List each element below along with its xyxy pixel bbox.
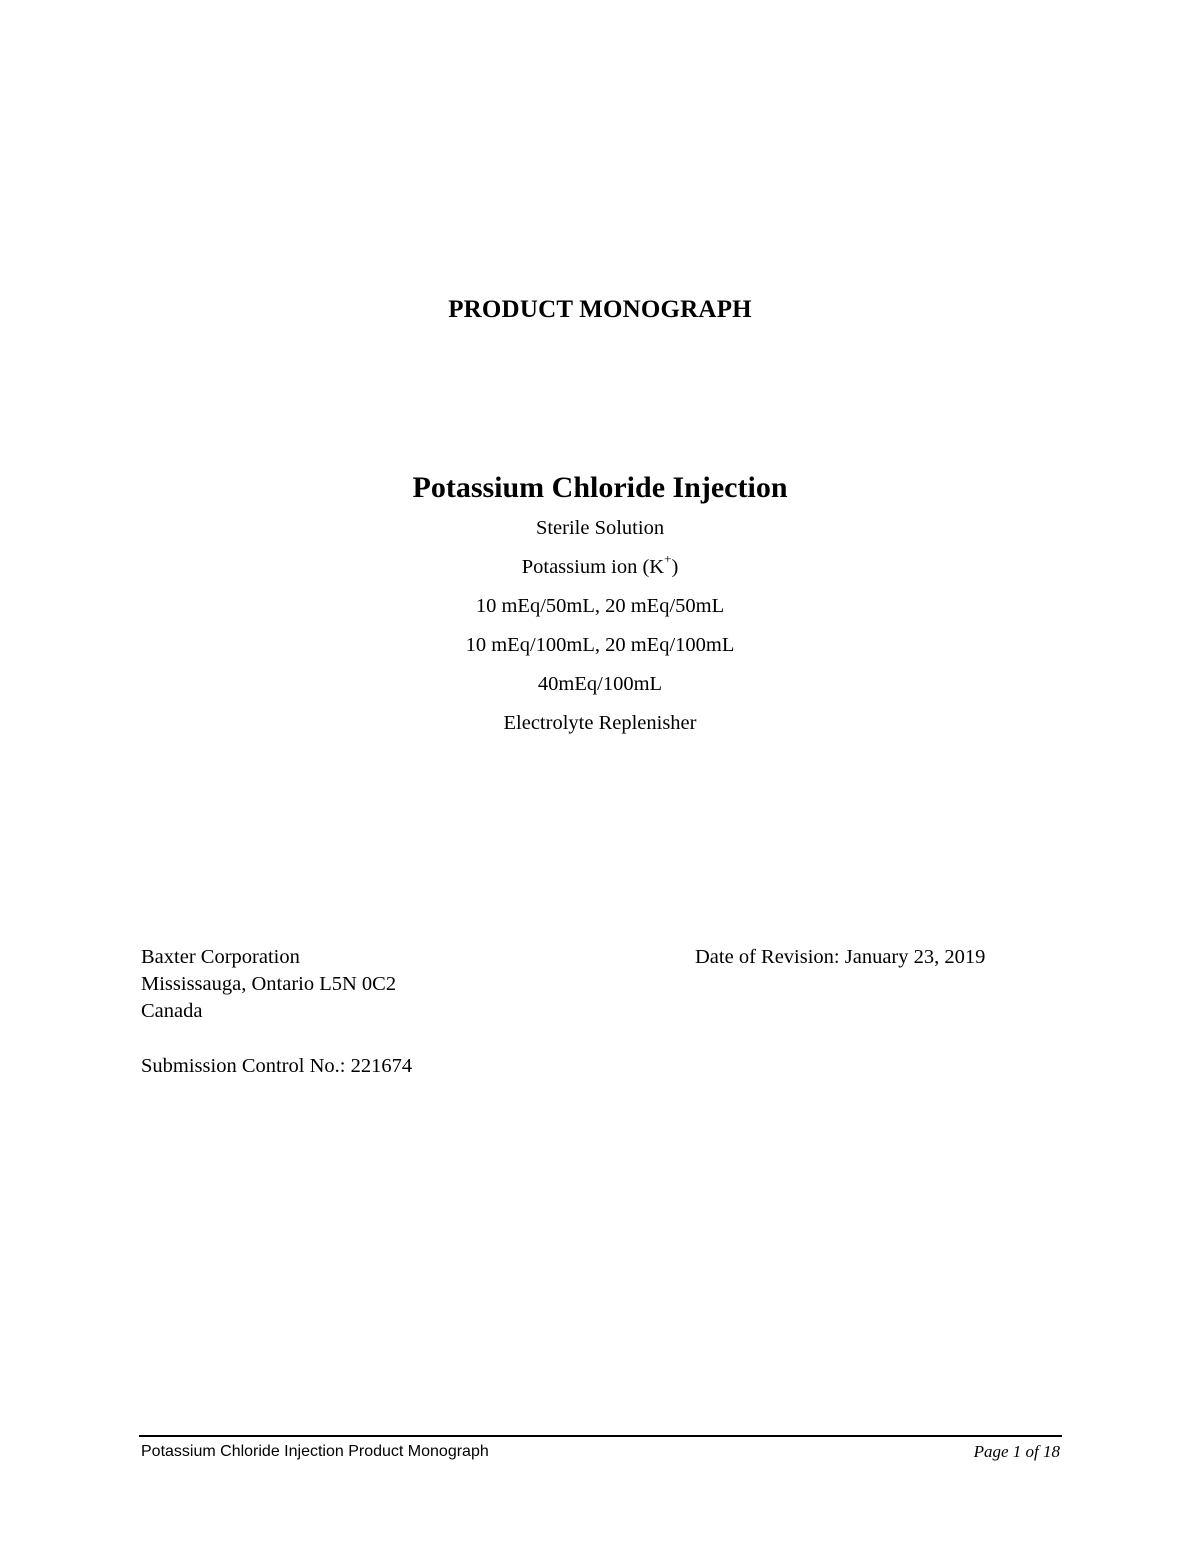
active-ion (0, 551, 1200, 579)
strengths-50ml: 10 mEq/50mL, 20 mEq/50mL (475, 595, 725, 617)
submission-control-number: Submission Control No.: 221674 (141, 1055, 413, 1077)
active-ion-prefix: Potassium ion (K (521, 556, 665, 578)
footer-title: Potassium Chloride Injection Product Monograph (141, 1443, 489, 1460)
footer-divider (139, 1435, 1062, 1437)
active-ion-superscript: + (664, 551, 672, 567)
manufacturer-country: Canada (141, 1000, 203, 1022)
revision-date: Date of Revision: January 23, 2019 (695, 946, 986, 968)
manufacturer-address: Mississauga, Ontario L5N 0C2 (141, 973, 397, 995)
active-ion-suffix: ) (671, 556, 679, 578)
footer-page-number: Page 1 of 18 (973, 1442, 1060, 1461)
manufacturer-name: Baxter Corporation (141, 946, 300, 968)
strength-40meq: 40mEq/100mL (537, 673, 663, 695)
product-name: Potassium Chloride Injection (412, 471, 788, 504)
therapeutic-category: Electrolyte Replenisher (503, 712, 697, 734)
page-heading: PRODUCT MONOGRAPH (448, 296, 752, 323)
dosage-form: Sterile Solution (535, 517, 665, 539)
strengths-100ml: 10 mEq/100mL, 20 mEq/100mL (465, 634, 735, 656)
